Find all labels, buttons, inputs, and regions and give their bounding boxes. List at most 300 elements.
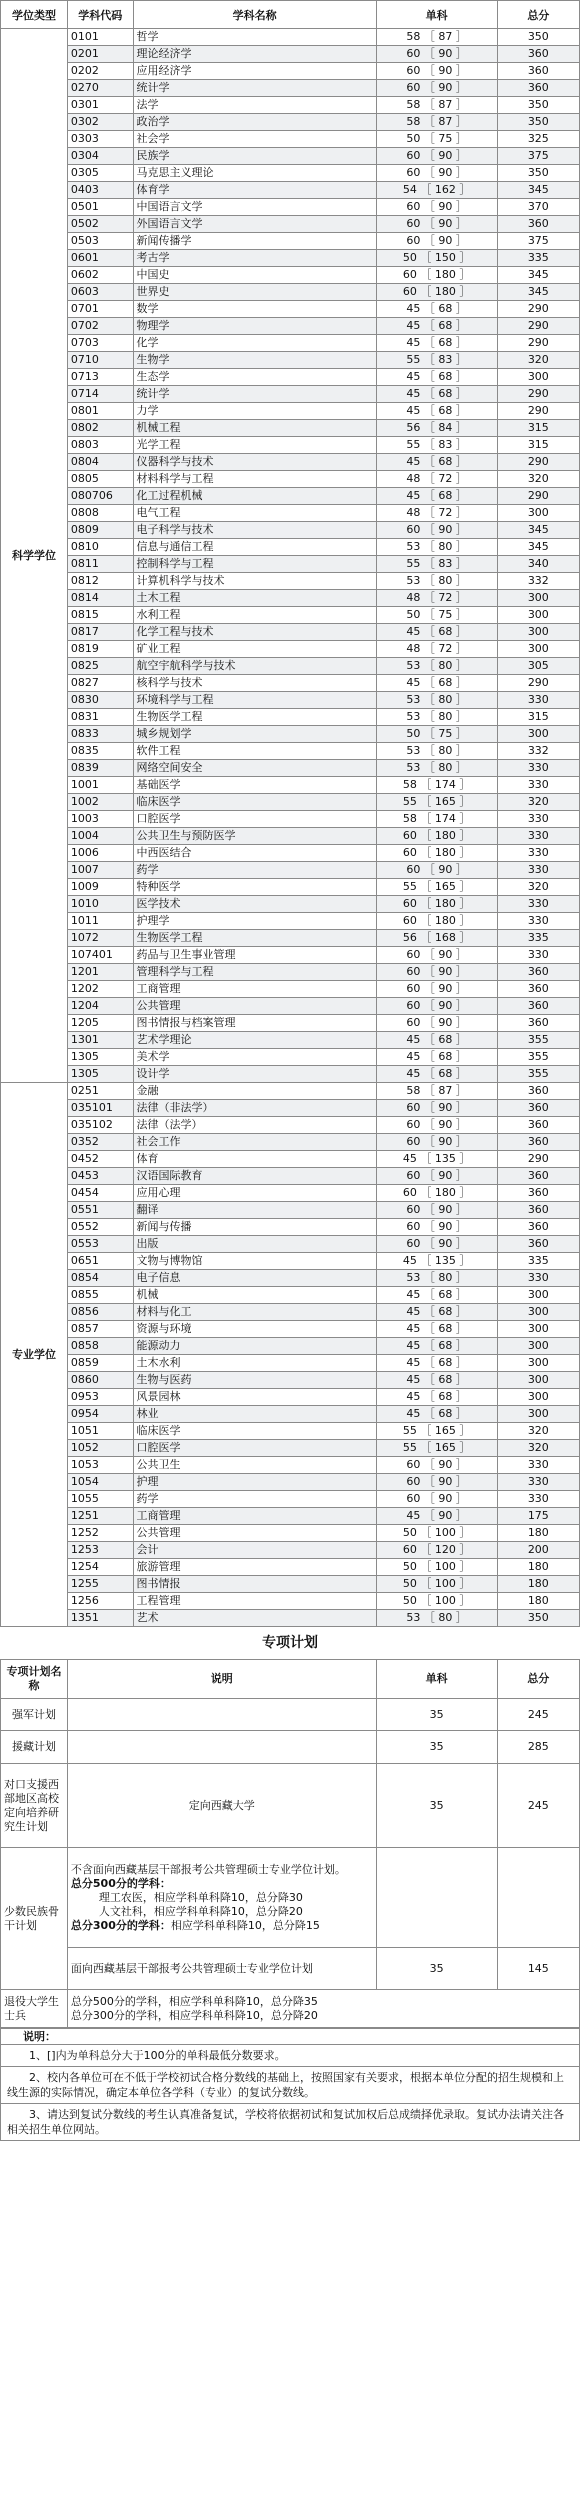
subject-code-cell: 0702 bbox=[67, 318, 133, 335]
subject-code-cell: 0858 bbox=[67, 1338, 133, 1355]
total-score-cell: 290 bbox=[497, 335, 579, 352]
single-score-cell: 50 ［ 100 ］ bbox=[376, 1559, 497, 1576]
subject-code-cell: 0601 bbox=[67, 250, 133, 267]
subject-code-cell: 1010 bbox=[67, 896, 133, 913]
subject-name-cell: 化学工程与技术 bbox=[133, 624, 376, 641]
total-score-cell: 180 bbox=[497, 1576, 579, 1593]
table-row bbox=[1, 1134, 580, 1151]
table-row bbox=[1, 148, 580, 165]
table-row bbox=[1, 318, 580, 335]
table-row bbox=[1, 437, 580, 454]
single-score-cell: 45 ［ 68 ］ bbox=[376, 1389, 497, 1406]
single-score-cell: 60 ［ 90 ］ bbox=[376, 1457, 497, 1474]
table-row bbox=[1, 1372, 580, 1389]
subject-code-cell: 0833 bbox=[67, 726, 133, 743]
table-row bbox=[1, 998, 580, 1015]
subject-code-cell: 0552 bbox=[67, 1219, 133, 1236]
table-row bbox=[1, 29, 580, 46]
total-score-cell: 330 bbox=[497, 1457, 579, 1474]
subject-code-cell: 1054 bbox=[67, 1474, 133, 1491]
table-row bbox=[1, 1168, 580, 1185]
subject-code-cell: 0651 bbox=[67, 1253, 133, 1270]
subject-name-cell: 哲学 bbox=[133, 29, 376, 46]
notes-table bbox=[0, 2028, 580, 2141]
subject-name-cell: 出版 bbox=[133, 1236, 376, 1253]
subject-code-cell: 080706 bbox=[67, 488, 133, 505]
subject-code-cell: 0854 bbox=[67, 1270, 133, 1287]
single-score-cell: 45 ［ 68 ］ bbox=[376, 335, 497, 352]
subject-code-cell: 0501 bbox=[67, 199, 133, 216]
single-score-cell: 45 ［ 68 ］ bbox=[376, 488, 497, 505]
single-score-cell: 58 ［ 87 ］ bbox=[376, 29, 497, 46]
total-score-cell: 355 bbox=[497, 1049, 579, 1066]
note-row bbox=[1, 2067, 580, 2104]
subject-name-cell: 生态学 bbox=[133, 369, 376, 386]
plan-single bbox=[376, 1848, 497, 1948]
total-score-cell: 340 bbox=[497, 556, 579, 573]
subject-code-cell: 0202 bbox=[67, 63, 133, 80]
single-score-cell: 55 ［ 83 ］ bbox=[376, 352, 497, 369]
subject-code-cell: 0803 bbox=[67, 437, 133, 454]
single-score-cell: 45 ［ 68 ］ bbox=[376, 1338, 497, 1355]
plan-total: 245 bbox=[497, 1699, 579, 1731]
special-header-total: 总分 bbox=[497, 1660, 579, 1699]
single-score-cell: 53 ［ 80 ］ bbox=[376, 573, 497, 590]
subject-name-cell: 生物学 bbox=[133, 352, 376, 369]
table-row bbox=[1, 369, 580, 386]
subject-name-cell: 控制科学与工程 bbox=[133, 556, 376, 573]
subject-code-cell: 0855 bbox=[67, 1287, 133, 1304]
total-score-cell: 300 bbox=[497, 1389, 579, 1406]
single-score-cell: 55 ［ 165 ］ bbox=[376, 1440, 497, 1457]
subject-name-cell: 光学工程 bbox=[133, 437, 376, 454]
single-score-cell: 60 ［ 90 ］ bbox=[376, 148, 497, 165]
total-score-cell: 330 bbox=[497, 1474, 579, 1491]
subject-name-cell: 电气工程 bbox=[133, 505, 376, 522]
total-score-cell: 360 bbox=[497, 1185, 579, 1202]
subject-code-cell: 1252 bbox=[67, 1525, 133, 1542]
single-score-cell: 60 ［ 90 ］ bbox=[376, 862, 497, 879]
subject-code-cell: 0809 bbox=[67, 522, 133, 539]
total-score-cell: 360 bbox=[497, 1117, 579, 1134]
single-score-cell: 58 ［ 87 ］ bbox=[376, 114, 497, 131]
single-score-cell: 60 ［ 90 ］ bbox=[376, 1168, 497, 1185]
total-score-cell: 320 bbox=[497, 1423, 579, 1440]
table-row bbox=[1, 352, 580, 369]
subject-code-cell: 1301 bbox=[67, 1032, 133, 1049]
subject-name-cell: 药学 bbox=[133, 862, 376, 879]
table-row bbox=[1, 420, 580, 437]
table-row bbox=[1, 1440, 580, 1457]
header-degree-type: 学位类型 bbox=[1, 1, 68, 29]
subject-code-cell: 1004 bbox=[67, 828, 133, 845]
degree-type-cell: 专业学位 bbox=[1, 1083, 68, 1627]
subject-name-cell: 城乡规划学 bbox=[133, 726, 376, 743]
total-score-cell: 360 bbox=[497, 1236, 579, 1253]
subject-name-cell: 护理学 bbox=[133, 913, 376, 930]
single-score-cell: 60 ［ 90 ］ bbox=[376, 1491, 497, 1508]
total-score-cell: 330 bbox=[497, 828, 579, 845]
single-score-cell: 60 ［ 90 ］ bbox=[376, 199, 497, 216]
subject-name-cell: 马克思主义理论 bbox=[133, 165, 376, 182]
subject-code-cell: 0856 bbox=[67, 1304, 133, 1321]
single-score-cell: 45 ［ 68 ］ bbox=[376, 1355, 497, 1372]
veteran-line: 总分500分的学科，相应学科单科降10，总分降35 bbox=[70, 1994, 318, 2008]
single-score-cell: 55 ［ 165 ］ bbox=[376, 879, 497, 896]
subject-name-cell: 生物医学工程 bbox=[133, 709, 376, 726]
table-row bbox=[1, 879, 580, 896]
subject-name-cell: 软件工程 bbox=[133, 743, 376, 760]
degree-type-cell: 科学学位 bbox=[1, 29, 68, 1083]
table-row bbox=[1, 1202, 580, 1219]
single-score-cell: 58 ［ 174 ］ bbox=[376, 811, 497, 828]
table-row bbox=[1, 1083, 580, 1100]
subject-code-cell: 0827 bbox=[67, 675, 133, 692]
table-row bbox=[1, 1032, 580, 1049]
header-single-score: 单科 bbox=[376, 1, 497, 29]
table-row bbox=[1, 1304, 580, 1321]
plan-desc: 面向西藏基层干部报考公共管理硕士专业学位计划 bbox=[67, 1948, 376, 1990]
subject-code-cell: 1305 bbox=[67, 1066, 133, 1083]
subject-code-cell: 0703 bbox=[67, 335, 133, 352]
subject-code-cell: 0305 bbox=[67, 165, 133, 182]
table-row bbox=[1, 1100, 580, 1117]
table-row bbox=[1, 1508, 580, 1525]
single-score-cell: 60 ［ 90 ］ bbox=[376, 522, 497, 539]
subject-code-cell: 107401 bbox=[67, 947, 133, 964]
subject-name-cell: 材料与化工 bbox=[133, 1304, 376, 1321]
total-score-cell: 305 bbox=[497, 658, 579, 675]
table-row bbox=[1, 199, 580, 216]
subject-name-cell: 公共卫生 bbox=[133, 1457, 376, 1474]
single-score-cell: 45 ［ 135 ］ bbox=[376, 1151, 497, 1168]
table-row bbox=[1, 488, 580, 505]
minority-line: 总分500分的学科： bbox=[70, 1876, 171, 1890]
plan-desc bbox=[67, 1848, 376, 1948]
subject-name-cell: 风景园林 bbox=[133, 1389, 376, 1406]
subject-code-cell: 0302 bbox=[67, 114, 133, 131]
table-row bbox=[1, 1423, 580, 1440]
single-score-cell: 53 ［ 80 ］ bbox=[376, 692, 497, 709]
total-score-cell: 290 bbox=[497, 318, 579, 335]
plan-desc bbox=[67, 1699, 376, 1731]
total-score-cell: 360 bbox=[497, 1168, 579, 1185]
subject-name-cell: 药品与卫生事业管理 bbox=[133, 947, 376, 964]
total-score-cell: 330 bbox=[497, 896, 579, 913]
single-score-cell: 45 ［ 68 ］ bbox=[376, 624, 497, 641]
subject-name-cell: 计算机科学与技术 bbox=[133, 573, 376, 590]
total-score-cell: 200 bbox=[497, 1542, 579, 1559]
table-row bbox=[1, 1049, 580, 1066]
subject-name-cell: 仪器科学与技术 bbox=[133, 454, 376, 471]
table-header-row bbox=[1, 1, 580, 29]
subject-name-cell: 生物与医药 bbox=[133, 1372, 376, 1389]
total-score-cell: 360 bbox=[497, 1134, 579, 1151]
subject-code-cell: 1253 bbox=[67, 1542, 133, 1559]
subject-name-cell: 力学 bbox=[133, 403, 376, 420]
table-row bbox=[1, 1117, 580, 1134]
single-score-cell: 60 ［ 90 ］ bbox=[376, 1219, 497, 1236]
subject-code-cell: 1305 bbox=[67, 1049, 133, 1066]
subject-code-cell: 0352 bbox=[67, 1134, 133, 1151]
table-row bbox=[1, 777, 580, 794]
special-row-western-support bbox=[1, 1764, 580, 1848]
table-row bbox=[1, 1389, 580, 1406]
subject-name-cell: 艺术 bbox=[133, 1610, 376, 1627]
plan-name: 援藏计划 bbox=[1, 1731, 68, 1764]
subject-code-cell: 1202 bbox=[67, 981, 133, 998]
subject-code-cell: 035102 bbox=[67, 1117, 133, 1134]
subject-code-cell: 0714 bbox=[67, 386, 133, 403]
subject-name-cell: 法律（非法学） bbox=[133, 1100, 376, 1117]
subject-name-cell: 临床医学 bbox=[133, 794, 376, 811]
total-score-cell: 330 bbox=[497, 913, 579, 930]
plan-desc bbox=[67, 1990, 579, 2028]
plan-name: 少数民族骨干计划 bbox=[1, 1848, 68, 1990]
subject-code-cell: 1256 bbox=[67, 1593, 133, 1610]
subject-code-cell: 1072 bbox=[67, 930, 133, 947]
single-score-cell: 60 ［ 90 ］ bbox=[376, 1117, 497, 1134]
subject-code-cell: 0817 bbox=[67, 624, 133, 641]
subject-code-cell: 035101 bbox=[67, 1100, 133, 1117]
single-score-cell: 58 ［ 87 ］ bbox=[376, 97, 497, 114]
total-score-cell: 300 bbox=[497, 1338, 579, 1355]
single-score-cell: 60 ［ 90 ］ bbox=[376, 80, 497, 97]
table-row bbox=[1, 811, 580, 828]
subject-name-cell: 航空宇航科学与技术 bbox=[133, 658, 376, 675]
subject-name-cell: 公共管理 bbox=[133, 998, 376, 1015]
subject-code-cell: 1007 bbox=[67, 862, 133, 879]
single-score-cell: 53 ［ 80 ］ bbox=[376, 658, 497, 675]
single-score-cell: 60 ［ 90 ］ bbox=[376, 998, 497, 1015]
subject-code-cell: 0812 bbox=[67, 573, 133, 590]
subject-name-cell: 翻译 bbox=[133, 1202, 376, 1219]
table-row bbox=[1, 981, 580, 998]
plan-single: 35 bbox=[376, 1764, 497, 1848]
subject-code-cell: 0701 bbox=[67, 301, 133, 318]
table-row bbox=[1, 862, 580, 879]
subject-code-cell: 1053 bbox=[67, 1457, 133, 1474]
total-score-cell: 360 bbox=[497, 998, 579, 1015]
table-row bbox=[1, 726, 580, 743]
single-score-cell: 55 ［ 83 ］ bbox=[376, 556, 497, 573]
subject-name-cell: 电子科学与技术 bbox=[133, 522, 376, 539]
single-score-cell: 60 ［ 90 ］ bbox=[376, 1100, 497, 1117]
single-score-cell: 45 ［ 68 ］ bbox=[376, 301, 497, 318]
subject-code-cell: 1251 bbox=[67, 1508, 133, 1525]
subject-name-cell: 公共管理 bbox=[133, 1525, 376, 1542]
subject-name-cell: 应用心理 bbox=[133, 1185, 376, 1202]
single-score-cell: 60 ［ 90 ］ bbox=[376, 1134, 497, 1151]
subject-name-cell: 法律（法学） bbox=[133, 1117, 376, 1134]
subject-name-cell: 土木水利 bbox=[133, 1355, 376, 1372]
table-row bbox=[1, 250, 580, 267]
single-score-cell: 45 ［ 68 ］ bbox=[376, 1287, 497, 1304]
total-score-cell: 360 bbox=[497, 1015, 579, 1032]
subject-code-cell: 0201 bbox=[67, 46, 133, 63]
single-score-cell: 60 ［ 180 ］ bbox=[376, 267, 497, 284]
subject-name-cell: 中国史 bbox=[133, 267, 376, 284]
subject-name-cell: 口腔医学 bbox=[133, 1440, 376, 1457]
subject-code-cell: 0551 bbox=[67, 1202, 133, 1219]
special-header-row bbox=[1, 1660, 580, 1699]
single-score-cell: 45 ［ 68 ］ bbox=[376, 318, 497, 335]
single-score-cell: 60 ［ 90 ］ bbox=[376, 216, 497, 233]
single-score-cell: 60 ［ 90 ］ bbox=[376, 947, 497, 964]
table-row bbox=[1, 233, 580, 250]
table-row bbox=[1, 947, 580, 964]
table-row bbox=[1, 828, 580, 845]
subject-code-cell: 0801 bbox=[67, 403, 133, 420]
single-score-cell: 60 ［ 180 ］ bbox=[376, 896, 497, 913]
table-row bbox=[1, 1525, 580, 1542]
total-score-cell: 320 bbox=[497, 879, 579, 896]
table-row bbox=[1, 1593, 580, 1610]
subject-code-cell: 0839 bbox=[67, 760, 133, 777]
table-row bbox=[1, 1491, 580, 1508]
minority-line: 理工农医，相应学科单科降10，总分降30 bbox=[98, 1890, 303, 1904]
table-row bbox=[1, 1270, 580, 1287]
total-score-cell: 350 bbox=[497, 1610, 579, 1627]
total-score-cell: 300 bbox=[497, 1321, 579, 1338]
table-row bbox=[1, 1610, 580, 1627]
table-row bbox=[1, 182, 580, 199]
subject-code-cell: 0303 bbox=[67, 131, 133, 148]
subject-code-cell: 1201 bbox=[67, 964, 133, 981]
total-score-cell: 290 bbox=[497, 675, 579, 692]
single-score-cell: 45 ［ 90 ］ bbox=[376, 1508, 497, 1525]
plan-total: 285 bbox=[497, 1731, 579, 1764]
single-score-cell: 53 ［ 80 ］ bbox=[376, 1610, 497, 1627]
total-score-cell: 345 bbox=[497, 539, 579, 556]
subject-name-cell: 资源与环境 bbox=[133, 1321, 376, 1338]
subject-code-cell: 0857 bbox=[67, 1321, 133, 1338]
single-score-cell: 60 ［ 90 ］ bbox=[376, 981, 497, 998]
total-score-cell: 300 bbox=[497, 369, 579, 386]
subject-code-cell: 0503 bbox=[67, 233, 133, 250]
plan-name: 对口支援西部地区高校定向培养研究生计划 bbox=[1, 1764, 68, 1848]
subject-code-cell: 0831 bbox=[67, 709, 133, 726]
total-score-cell: 330 bbox=[497, 845, 579, 862]
table-row bbox=[1, 505, 580, 522]
subject-name-cell: 艺术学理论 bbox=[133, 1032, 376, 1049]
table-row bbox=[1, 692, 580, 709]
subject-code-cell: 0804 bbox=[67, 454, 133, 471]
subject-name-cell: 化工过程机械 bbox=[133, 488, 376, 505]
notes-title: 说明： bbox=[1, 2029, 580, 2045]
single-score-cell: 60 ［ 90 ］ bbox=[376, 1474, 497, 1491]
table-row bbox=[1, 709, 580, 726]
single-score-cell: 55 ［ 83 ］ bbox=[376, 437, 497, 454]
subject-code-cell: 0101 bbox=[67, 29, 133, 46]
single-score-cell: 45 ［ 68 ］ bbox=[376, 454, 497, 471]
plan-total: 245 bbox=[497, 1764, 579, 1848]
total-score-cell: 180 bbox=[497, 1559, 579, 1576]
total-score-cell: 330 bbox=[497, 1491, 579, 1508]
total-score-cell: 320 bbox=[497, 1440, 579, 1457]
single-score-cell: 45 ［ 68 ］ bbox=[376, 369, 497, 386]
subject-name-cell: 中国语言文学 bbox=[133, 199, 376, 216]
total-score-cell: 345 bbox=[497, 267, 579, 284]
total-score-cell: 355 bbox=[497, 1066, 579, 1083]
subject-name-cell: 机械工程 bbox=[133, 420, 376, 437]
subject-code-cell: 1002 bbox=[67, 794, 133, 811]
total-score-cell: 375 bbox=[497, 233, 579, 250]
note-row bbox=[1, 2045, 580, 2067]
single-score-cell: 60 ［ 180 ］ bbox=[376, 845, 497, 862]
single-score-cell: 60 ［ 90 ］ bbox=[376, 63, 497, 80]
total-score-cell: 345 bbox=[497, 522, 579, 539]
total-score-cell: 325 bbox=[497, 131, 579, 148]
table-row bbox=[1, 216, 580, 233]
total-score-cell: 375 bbox=[497, 148, 579, 165]
table-row bbox=[1, 964, 580, 981]
subject-name-cell: 公共卫生与预防医学 bbox=[133, 828, 376, 845]
subject-name-cell: 护理 bbox=[133, 1474, 376, 1491]
plan-name: 退役大学生士兵 bbox=[1, 1990, 68, 2028]
header-total-score: 总分 bbox=[497, 1, 579, 29]
total-score-cell: 360 bbox=[497, 216, 579, 233]
total-score-cell: 300 bbox=[497, 1304, 579, 1321]
table-row bbox=[1, 522, 580, 539]
single-score-cell: 53 ［ 80 ］ bbox=[376, 743, 497, 760]
subject-name-cell: 金融 bbox=[133, 1083, 376, 1100]
subject-name-cell: 应用经济学 bbox=[133, 63, 376, 80]
subject-code-cell: 1205 bbox=[67, 1015, 133, 1032]
table-row bbox=[1, 1321, 580, 1338]
table-row bbox=[1, 403, 580, 420]
table-row bbox=[1, 913, 580, 930]
subject-name-cell: 社会工作 bbox=[133, 1134, 376, 1151]
total-score-cell: 300 bbox=[497, 1355, 579, 1372]
single-score-cell: 50 ［ 100 ］ bbox=[376, 1525, 497, 1542]
subject-name-cell: 矿业工程 bbox=[133, 641, 376, 658]
table-row bbox=[1, 760, 580, 777]
subject-name-cell: 考古学 bbox=[133, 250, 376, 267]
subject-name-cell: 林业 bbox=[133, 1406, 376, 1423]
subject-code-cell: 1011 bbox=[67, 913, 133, 930]
plan-name: 强军计划 bbox=[1, 1699, 68, 1731]
subject-code-cell: 0713 bbox=[67, 369, 133, 386]
subject-code-cell: 1009 bbox=[67, 879, 133, 896]
single-score-cell: 60 ［ 180 ］ bbox=[376, 1185, 497, 1202]
subject-code-cell: 0860 bbox=[67, 1372, 133, 1389]
subject-name-cell: 新闻传播学 bbox=[133, 233, 376, 250]
total-score-cell: 320 bbox=[497, 352, 579, 369]
single-score-cell: 55 ［ 165 ］ bbox=[376, 794, 497, 811]
subject-code-cell: 0814 bbox=[67, 590, 133, 607]
subject-code-cell: 1254 bbox=[67, 1559, 133, 1576]
subject-code-cell: 1001 bbox=[67, 777, 133, 794]
subject-code-cell: 0454 bbox=[67, 1185, 133, 1202]
plan-single: 35 bbox=[376, 1731, 497, 1764]
subject-name-cell: 工商管理 bbox=[133, 981, 376, 998]
total-score-cell: 315 bbox=[497, 437, 579, 454]
total-score-cell: 300 bbox=[497, 1372, 579, 1389]
single-score-cell: 60 ［ 90 ］ bbox=[376, 1236, 497, 1253]
minority-line: 不含面向西藏基层干部报考公共管理硕士专业学位计划。 bbox=[70, 1862, 346, 1876]
table-row bbox=[1, 1457, 580, 1474]
total-score-cell: 360 bbox=[497, 1202, 579, 1219]
subject-name-cell: 文物与博物馆 bbox=[133, 1253, 376, 1270]
table-row bbox=[1, 1474, 580, 1491]
total-score-cell: 370 bbox=[497, 199, 579, 216]
subject-name-cell: 药学 bbox=[133, 1491, 376, 1508]
total-score-cell: 360 bbox=[497, 981, 579, 998]
total-score-cell: 330 bbox=[497, 777, 579, 794]
subject-code-cell: 0815 bbox=[67, 607, 133, 624]
subject-code-cell: 0859 bbox=[67, 1355, 133, 1372]
